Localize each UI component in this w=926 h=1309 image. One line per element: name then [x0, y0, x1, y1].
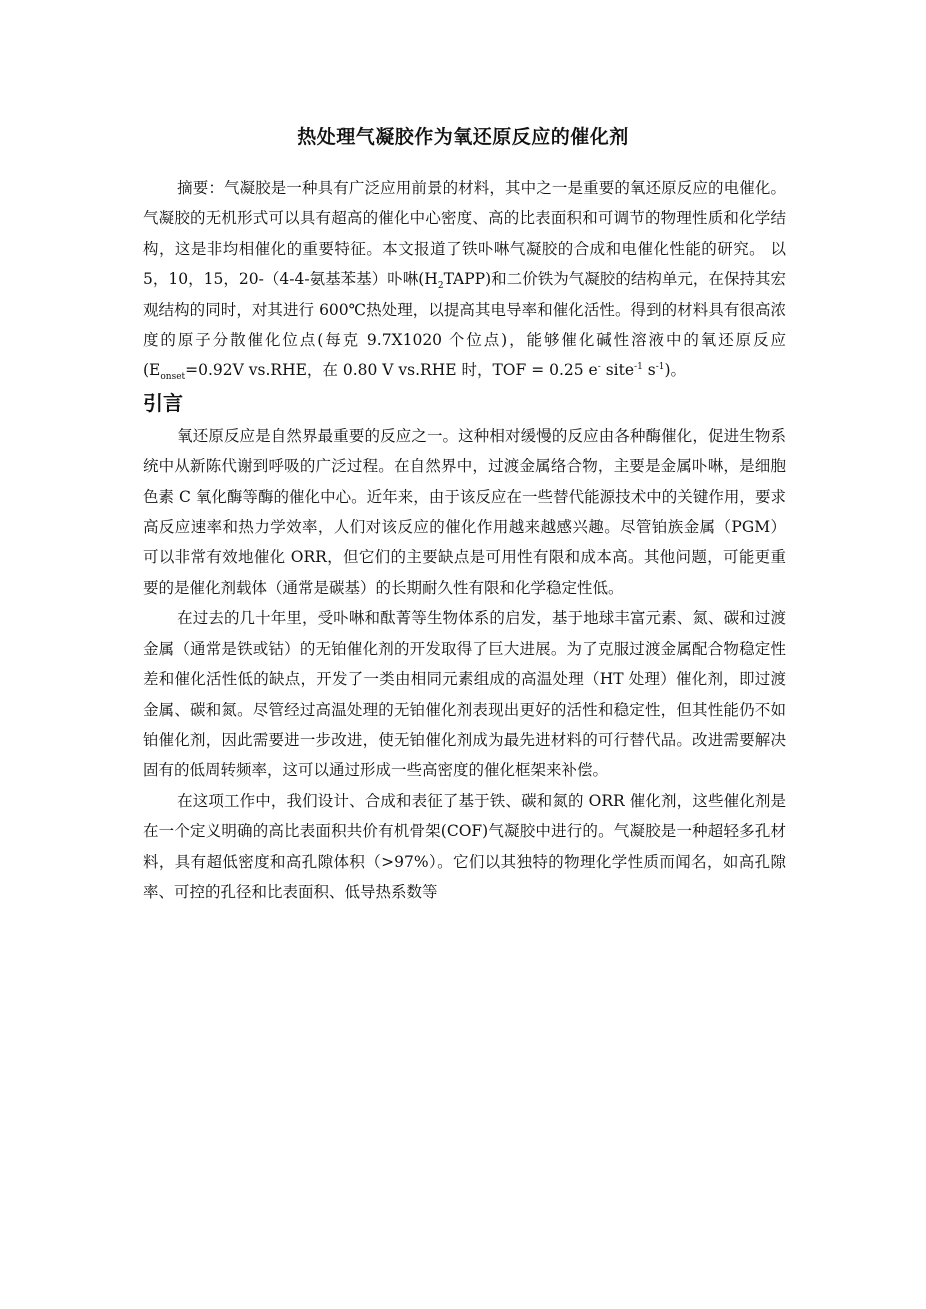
- abstract-text-4: site: [600, 361, 635, 380]
- intro-paragraph-3: 在这项工作中，我们设计、合成和表征了基于铁、碳和氮的 ORR 催化剂，这些催化剂是在一个定义明确的高比表面积共价有机骨架(COF)气凝胶中进行的。气凝胶是一种超轻多孔材料，具有超低密度和高孔隙体积（>97%）。它们以其独特的物理化学性质而闻名，如高孔隙率、可控的孔径和比表面积、低导热系数等: [143, 791, 786, 901]
- intro-heading: 引言: [143, 390, 183, 415]
- abstract-text-1: 气凝胶是一种具有广泛应用前景的材料，其中之一是重要的氧还原反应的电催化。气凝胶的无机形式可以具有超高的催化中心密度、高的比表面积和可调节的物理性质和化学结构，这是非均相催化的重要特征。本文报道了铁卟啉气凝胶的合成和电催化性能的研究。 以 5，10，15，20-（4-4-氨基苯基）卟啉(H: [143, 179, 786, 289]
- abstract-sub-2: 2: [437, 281, 444, 292]
- abstract-text-3: =0.92V vs.RHE，在 0.80 V vs.RHE 时，TOF = 0.25 e: [185, 361, 598, 380]
- abstract-paragraph: [143, 173, 786, 386]
- abstract-text-5: s: [642, 361, 656, 380]
- document-title: 热处理气凝胶作为氧还原反应的催化剂: [297, 126, 629, 148]
- abstract-text-6: )。: [664, 361, 687, 380]
- abstract-label: 摘要：: [177, 179, 224, 197]
- intro-paragraph-1: 氧还原反应是自然界最重要的反应之一。这种相对缓慢的反应由各种酶催化，促进生物系统中从新陈代谢到呼吸的广泛过程。在自然界中，过渡金属络合物，主要是金属卟啉，是细胞色素 C 氧化酶等酶的催化中心。近年来，由于该反应在一些替代能源技术中的关键作用，要求高反应速率和热力学效率，人们对该反应的催化作用越来越感兴趣。尽管铂族金属（PGM）可以非常有效地催化 ORR，但它们的主要缺点是可用性有限和成本高。其他问题，可能更重要的是催化剂载体（通常是碳基）的长期耐久性有限和化学稳定性低。: [143, 426, 786, 597]
- abstract-sup-minus1-b: -1: [655, 362, 665, 373]
- abstract-sub-onset: onset: [160, 372, 186, 383]
- document-body: [143, 173, 786, 907]
- abstract-sup-minus1-a: -1: [634, 362, 643, 373]
- abstract-sup-minus: -: [597, 362, 601, 373]
- abstract-text-2: TAPP)和二价铁为气凝胶的结构单元，在保持其宏观结构的同时，对其进行 600℃热处理，以提高其电导率和催化活性。得到的材料具有很高浓度的原子分散催化位点(每克 9.7X1020 个位点)，能够催化碱性溶液中的氧还原反应(E: [143, 270, 787, 380]
- intro-paragraph-2: 在过去的几十年里，受卟啉和酞菁等生物体系的启发，基于地球丰富元素、氮、碳和过渡金属（通常是铁或钴）的无铂催化剂的开发取得了巨大进展。为了克服过渡金属配合物稳定性差和催化活性低的缺点，开发了一类由相同元素组成的高温处理（HT 处理）催化剂，即过渡金属、碳和氮。尽管经过高温处理的无铂催化剂表现出更好的活性和稳定性，但其性能仍不如铂催化剂，因此需要进一步改进，使无铂催化剂成为最先进材料的可行替代品。改进需要解决固有的低周转频率，这可以通过形成一些高密度的催化框架来补偿。: [143, 609, 786, 780]
